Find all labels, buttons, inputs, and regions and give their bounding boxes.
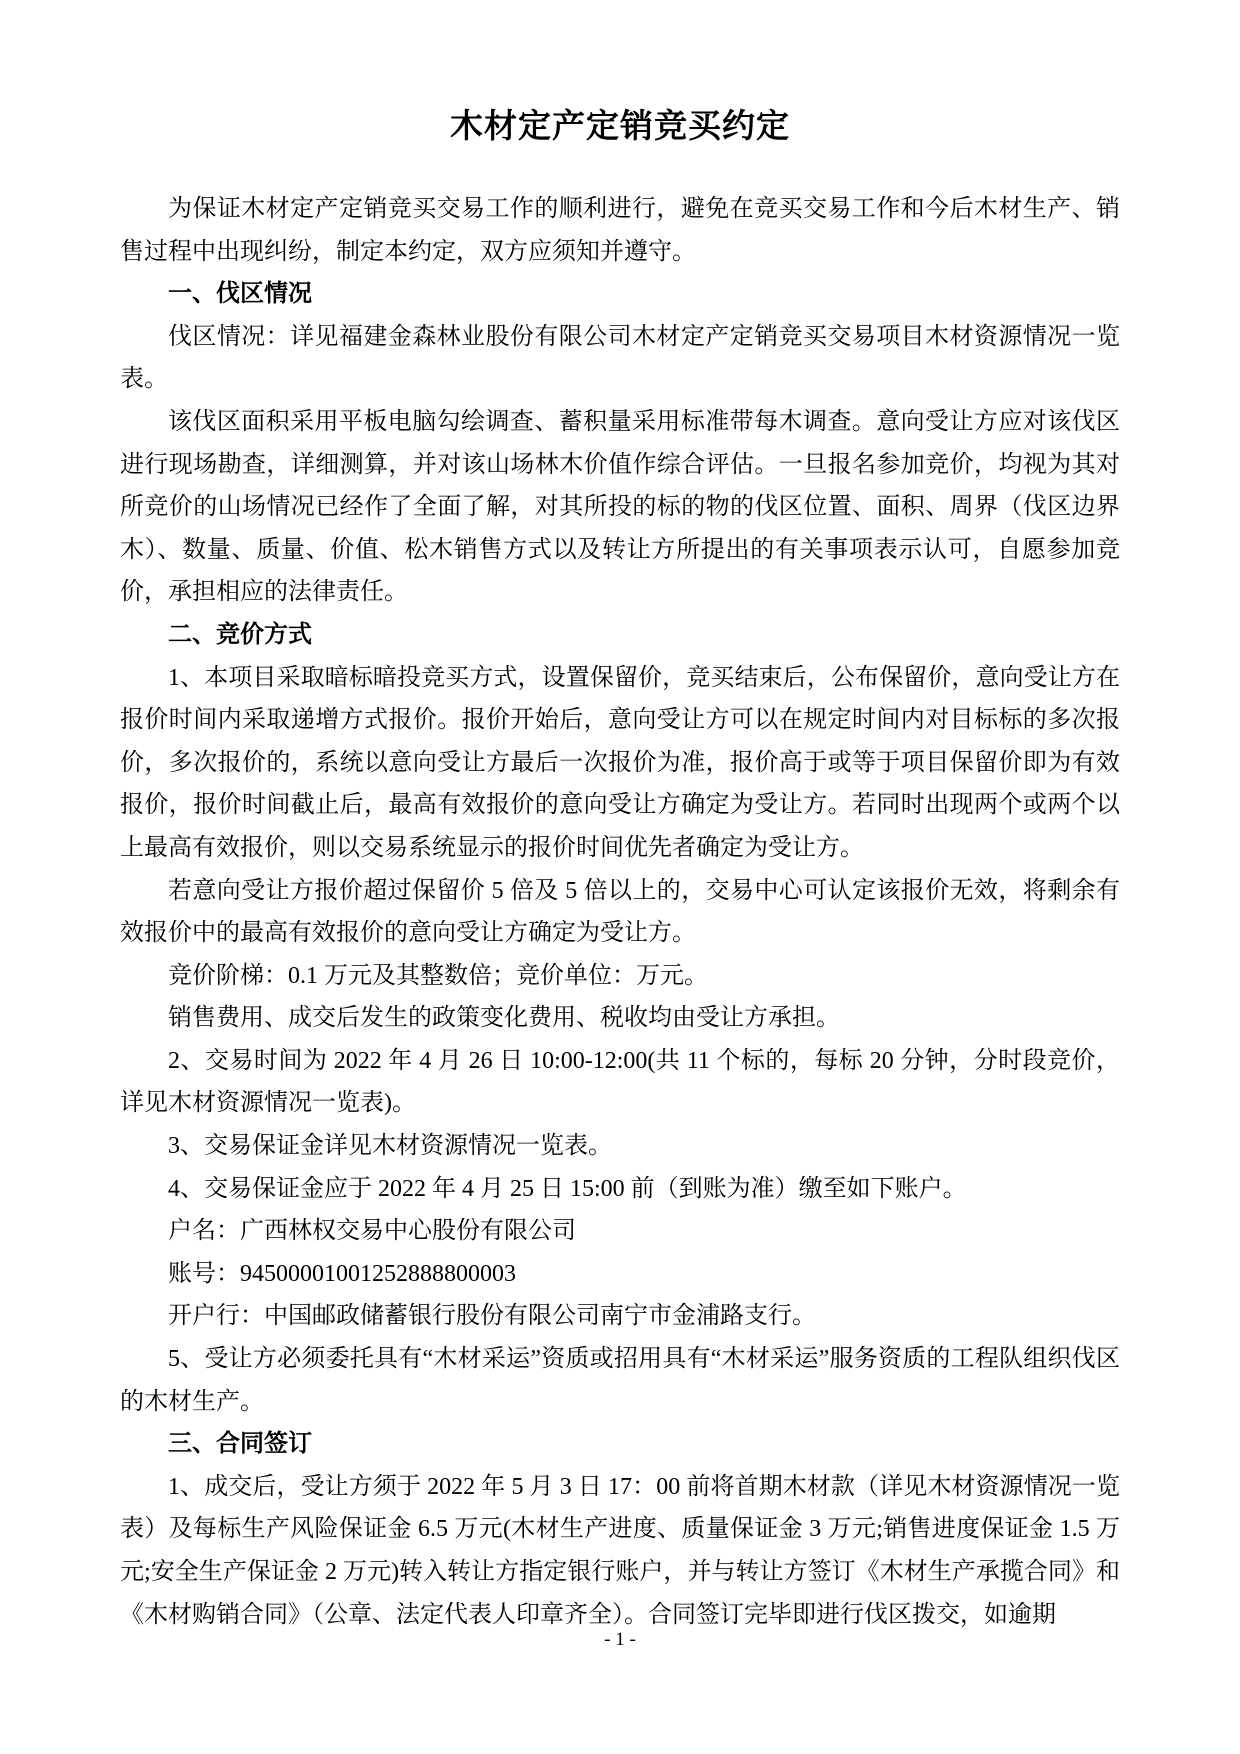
paragraph: 1、本项目采取暗标暗投竞买方式，设置保留价，竞买结束后，公布保留价，意向受让方在报价时间内采取递增方式报价。报价开始后，意向受让方可以在规定时间内对目标标的多次报价，多次报价的，系统以意向受让方最后一次报价为准，报价高于或等于项目保留价即为有效报价，报价时间截止后，最高有效报价的意向受让方确定为受让方。若同时出现两个或两个以上最高有效报价，则以交易系统显示的报价时间优先者确定为受让方。	[120, 664, 1120, 861]
section-heading: 一、伐区情况	[168, 280, 312, 308]
page-number: - 1 -	[604, 1629, 636, 1650]
paragraph: 账号：94500001001252888800003	[168, 1260, 516, 1287]
paragraph: 4、交易保证金应于 2022 年 4 月 25 日 15:00 前（到账为准）缴至如下账户。	[168, 1175, 967, 1202]
paragraph: 伐区情况：详见福建金森林业股份有限公司木材定产定销竞买交易项目木材资源情况一览表。	[120, 323, 1120, 393]
paragraph: 竞价阶梯：0.1 万元及其整数倍；竞价单位：万元。	[168, 962, 708, 989]
paragraph: 2、交易时间为 2022 年 4 月 26 日 10:00-12:00(共 11 个标的，每标 20 分钟，分时段竞价，详见木材资源情况一览表)。	[120, 1047, 1120, 1117]
paragraph: 若意向受让方报价超过保留价 5 倍及 5 倍以上的，交易中心可认定该报价无效，将剩余有效报价中的最高有效报价的意向受让方确定为受让方。	[120, 877, 1120, 947]
paragraph: 3、交易保证金详见木材资源情况一览表。	[168, 1133, 612, 1160]
paragraph: 1、成交后，受让方须于 2022 年 5 月 3 日 17：00 前将首期木材款（详见木材资源情况一览表）及每标生产风险保证金 6.5 万元(木材生产进度、质量保证金 3 万元;销售进度保证金 1.5 万元;安全生产保证金 2 万元)转入转让方指定银行账户，并与转让方签订《木材生产承揽合同》和《木材购销合同》（公章、法定代表人印章齐全）。合同签订完毕即进行伐区拨交，如逾期	[120, 1473, 1120, 1628]
paragraph: 开户行：中国邮政储蓄银行股份有限公司南宁市金浦路支行。	[168, 1303, 816, 1330]
document-body	[120, 188, 1120, 1636]
paragraph: 户名：广西林权交易中心股份有限公司	[168, 1218, 576, 1245]
paragraph: 销售费用、成交后发生的政策变化费用、税收均由受让方承担。	[168, 1005, 840, 1032]
section-heading: 三、合同签订	[168, 1430, 312, 1458]
paragraph: 该伐区面积采用平板电脑勾绘调查、蓄积量采用标准带每木调查。意向受让方应对该伐区进行现场勘查，详细测算，并对该山场林木价值作综合评估。一旦报名参加竞价，均视为其对所竞价的山场情况已经作了全面了解，对其所投的标的物的伐区位置、面积、周界（伐区边界木）、数量、质量、价值、松木销售方式以及转让方所提出的有关事项表示认可，自愿参加竞价，承担相应的法律责任。	[120, 408, 1120, 606]
paragraph: 5、受让方必须委托具有“木材采运”资质或招用具有“木材采运”服务资质的工程队组织伐区的木材生产。	[120, 1346, 1120, 1415]
section-heading: 二、竞价方式	[168, 620, 312, 648]
document-title: 木材定产定销竞买约定	[450, 109, 790, 145]
paragraph: 为保证木材定产定销竞买交易工作的顺利进行，避免在竞买交易工作和今后木材生产、销售过程中出现纠纷，制定本约定，双方应须知并遵守。	[120, 196, 1120, 265]
